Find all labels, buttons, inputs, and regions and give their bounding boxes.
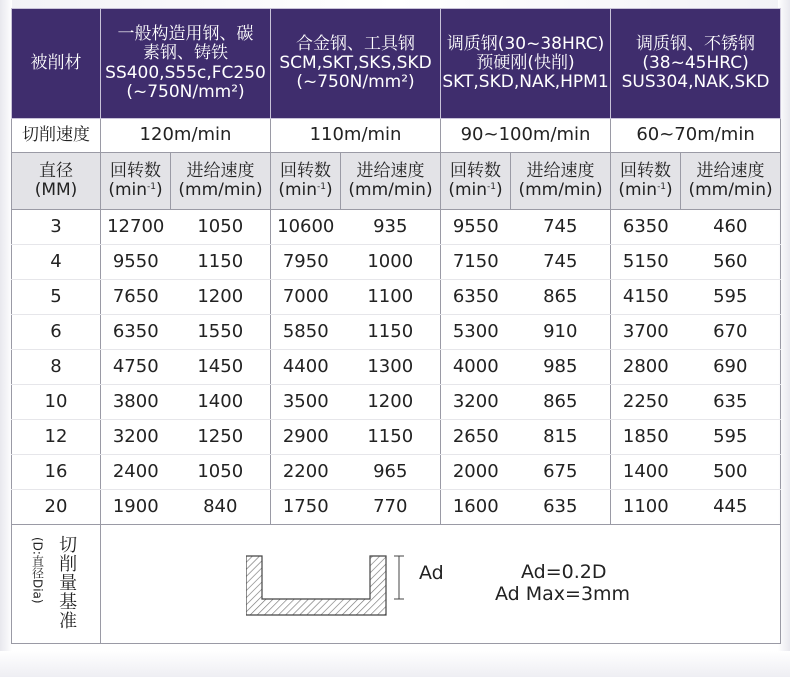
feed-header-line1: 进给速度	[186, 160, 255, 181]
rpm-header-line1: 回转数	[450, 160, 502, 181]
group3-line1: 调质钢(30~38HRC)	[446, 33, 605, 54]
rpm-cell: 6350	[611, 210, 681, 245]
feed-cell: 865	[511, 385, 611, 420]
feed-cell: 1450	[171, 350, 271, 385]
rpm-cell: 1850	[611, 420, 681, 455]
feed-cell: 910	[511, 315, 611, 350]
feed-cell: 500	[681, 455, 781, 490]
feed-cell: 690	[681, 350, 781, 385]
feed-header-line2: (mm/min)	[348, 180, 433, 200]
group4-line3: SUS304,NAK,SKD	[621, 72, 770, 93]
cutting-amount-title: 切削量基准	[56, 535, 78, 630]
diameter-cell: 10	[12, 385, 101, 420]
rpm-cell: 1750	[271, 490, 341, 525]
diameter-header-line1: 直径	[39, 160, 73, 181]
rpm-header-line2	[271, 181, 340, 200]
rpm-cell: 7950	[271, 245, 341, 280]
table-row	[12, 420, 781, 455]
table-row	[12, 490, 781, 525]
rpm-unit-sup: -1	[657, 182, 667, 192]
rpm-cell: 5150	[611, 245, 681, 280]
cutting-speed-value: 110m/min	[271, 119, 441, 153]
rpm-unit-suffix: )	[666, 180, 673, 200]
cutting-parameters-table	[11, 8, 781, 644]
group-header-2	[271, 9, 441, 119]
rpm-cell: 2250	[611, 385, 681, 420]
cutting-speed-value: 60~70m/min	[611, 119, 781, 153]
feed-cell: 460	[681, 210, 781, 245]
diameter-note: (D:直径Dia)	[30, 537, 45, 604]
cutting-amount-label-cell	[12, 525, 101, 644]
feed-cell: 1150	[341, 315, 441, 350]
table-row	[12, 280, 781, 315]
rpm-cell: 5850	[271, 315, 341, 350]
diameter-cell: 6	[12, 315, 101, 350]
rpm-unit-sup: -1	[147, 182, 157, 192]
rpm-cell: 10600	[271, 210, 341, 245]
rpm-cell: 1600	[441, 490, 511, 525]
rpm-cell: 9550	[441, 210, 511, 245]
feed-header	[171, 153, 271, 210]
table-row	[12, 315, 781, 350]
feed-cell: 965	[341, 455, 441, 490]
diameter-cell: 4	[12, 245, 101, 280]
diameter-cell: 8	[12, 350, 101, 385]
table-row	[12, 210, 781, 245]
feed-cell: 935	[341, 210, 441, 245]
ad-label: Ad	[419, 562, 444, 584]
rpm-unit-suffix: )	[496, 180, 503, 200]
feed-cell: 1550	[171, 315, 271, 350]
feed-cell: 445	[681, 490, 781, 525]
rpm-cell: 4400	[271, 350, 341, 385]
cutting-speed-row	[12, 119, 781, 153]
group4-line2: (38~45HRC)	[642, 52, 749, 73]
feed-header-line2: (mm/min)	[688, 180, 773, 200]
rpm-cell: 6350	[101, 315, 171, 350]
ad-max-formula: Ad Max=3mm	[495, 583, 631, 605]
feed-cell: 670	[681, 315, 781, 350]
feed-cell: 1100	[341, 280, 441, 315]
cutting-speed-label: 切削速度	[12, 119, 101, 153]
feed-header-line2: (mm/min)	[178, 180, 263, 200]
diameter-cell: 12	[12, 420, 101, 455]
group1-line1: 一般构造用钢、碳	[117, 24, 254, 45]
group-header-4	[611, 9, 781, 119]
feed-header-line1: 进给速度	[356, 160, 425, 181]
group1-line2: 素钢、铸铁	[143, 43, 228, 64]
group2-line2: SCM,SKT,SKS,SKD	[279, 52, 432, 73]
feed-cell: 1050	[171, 455, 271, 490]
header-row	[12, 9, 781, 119]
group2-line1: 合金钢、工具钢	[296, 33, 416, 54]
rpm-header	[441, 153, 511, 210]
rpm-unit-suffix: )	[156, 180, 163, 200]
rpm-cell: 4000	[441, 350, 511, 385]
feed-cell: 635	[511, 490, 611, 525]
rpm-header-line2	[611, 181, 680, 200]
table-row	[12, 455, 781, 490]
diameter-cell: 16	[12, 455, 101, 490]
ad-formula: Ad=0.2D	[521, 561, 607, 583]
feed-cell: 985	[511, 350, 611, 385]
feed-header-line1: 进给速度	[526, 160, 595, 181]
rpm-cell: 2650	[441, 420, 511, 455]
rpm-cell: 6350	[441, 280, 511, 315]
table-row	[12, 385, 781, 420]
feed-cell: 1250	[171, 420, 271, 455]
feed-cell: 1000	[341, 245, 441, 280]
feed-cell: 675	[511, 455, 611, 490]
rpm-header-line1: 回转数	[110, 160, 161, 181]
rpm-cell: 3200	[441, 385, 511, 420]
rpm-unit-prefix: (min	[618, 180, 658, 200]
cut-profile-diagram	[246, 555, 411, 617]
group2-line3: (~750N/mm²)	[296, 72, 415, 93]
rpm-cell: 1100	[611, 490, 681, 525]
rpm-cell: 9550	[101, 245, 171, 280]
rpm-cell: 5300	[441, 315, 511, 350]
feed-header-line1: 进给速度	[696, 160, 765, 181]
rpm-cell: 2900	[271, 420, 341, 455]
group1-line3: SS400,S55c,FC250	[105, 62, 266, 83]
feed-cell: 635	[681, 385, 781, 420]
rpm-unit-prefix: (min	[448, 180, 488, 200]
feed-header	[681, 153, 781, 210]
diameter-header-line2: (MM)	[34, 180, 78, 200]
rpm-header	[611, 153, 681, 210]
table-row	[12, 245, 781, 280]
footer-shade	[0, 651, 790, 677]
feed-cell: 815	[511, 420, 611, 455]
diameter-cell: 5	[12, 280, 101, 315]
cutting-speed-value: 120m/min	[101, 119, 271, 153]
feed-cell: 1150	[171, 245, 271, 280]
cutting-speed-value: 90~100m/min	[441, 119, 611, 153]
rpm-header	[271, 153, 341, 210]
feed-cell: 1300	[341, 350, 441, 385]
feed-cell: 595	[681, 420, 781, 455]
rpm-cell: 3700	[611, 315, 681, 350]
rpm-unit-suffix: )	[326, 180, 333, 200]
rpm-cell: 2800	[611, 350, 681, 385]
feed-cell: 1400	[171, 385, 271, 420]
group-header-3	[441, 9, 611, 119]
rpm-cell: 2400	[101, 455, 171, 490]
feed-cell: 1200	[171, 280, 271, 315]
feed-cell: 1050	[171, 210, 271, 245]
feed-cell: 745	[511, 245, 611, 280]
feed-cell: 840	[171, 490, 271, 525]
rpm-unit-prefix: (min	[278, 180, 318, 200]
feed-cell: 560	[681, 245, 781, 280]
rpm-header-line2	[441, 181, 510, 200]
rpm-cell: 2000	[441, 455, 511, 490]
diameter-cell: 20	[12, 490, 101, 525]
group1-line4: (~750N/mm²)	[126, 81, 245, 102]
workpiece-hatched-section	[246, 556, 386, 615]
feed-cell: 1200	[341, 385, 441, 420]
group3-line2: 预硬刚(快削)	[476, 52, 575, 73]
rpm-cell: 1400	[611, 455, 681, 490]
rpm-cell: 3200	[101, 420, 171, 455]
top-band	[0, 0, 790, 8]
rpm-cell: 7650	[101, 280, 171, 315]
table-row	[12, 350, 781, 385]
diameter-cell: 3	[12, 210, 101, 245]
feed-header	[511, 153, 611, 210]
rpm-unit-prefix: (min	[108, 180, 148, 200]
rpm-cell: 12700	[101, 210, 171, 245]
rpm-cell: 7000	[271, 280, 341, 315]
rpm-cell: 4150	[611, 280, 681, 315]
group4-line1: 调质钢、不锈钢	[636, 33, 756, 54]
feed-cell: 865	[511, 280, 611, 315]
rpm-cell: 3500	[271, 385, 341, 420]
rpm-cell: 2200	[271, 455, 341, 490]
feed-cell: 1150	[341, 420, 441, 455]
feed-header-line2: (mm/min)	[518, 180, 603, 200]
feed-header	[341, 153, 441, 210]
diameter-header	[12, 153, 101, 210]
feed-cell: 745	[511, 210, 611, 245]
material-label: 被削材	[12, 9, 101, 119]
cutting-amount-diagram-cell	[101, 525, 781, 644]
rpm-cell: 3800	[101, 385, 171, 420]
rpm-cell: 4750	[101, 350, 171, 385]
feed-cell: 595	[681, 280, 781, 315]
rpm-header-line1: 回转数	[280, 160, 332, 181]
rpm-cell: 1900	[101, 490, 171, 525]
cutting-amount-row	[12, 525, 781, 644]
rpm-unit-sup: -1	[317, 182, 327, 192]
group-header-1	[101, 9, 271, 119]
group3-line3: SKT,SKD,NAK,HPM1	[442, 72, 609, 93]
subheader-row	[12, 153, 781, 210]
feed-cell: 770	[341, 490, 441, 525]
rpm-header-line1: 回转数	[620, 160, 672, 181]
rpm-cell: 7150	[441, 245, 511, 280]
rpm-header	[101, 153, 171, 210]
rpm-unit-sup: -1	[487, 182, 497, 192]
rpm-header-line2	[101, 181, 170, 200]
